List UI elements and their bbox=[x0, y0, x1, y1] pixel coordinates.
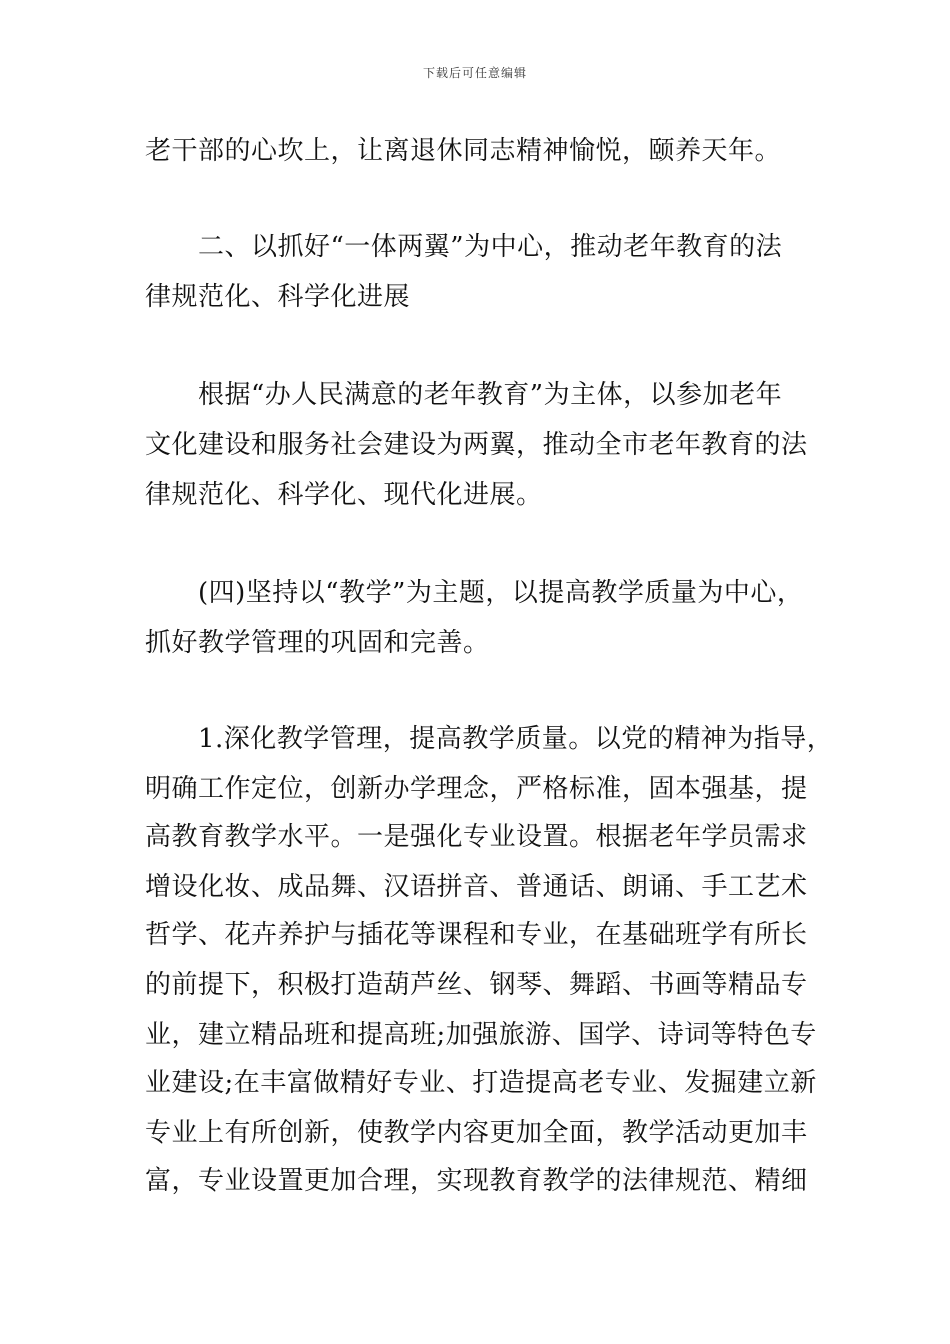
paragraph-5-line-1: 1.深化教学管理，提高教学质量。以党的精神为指导， bbox=[145, 724, 834, 754]
paragraph-4-line-1: (四)坚持以“教学”为主题，以提高教学质量为中心， bbox=[145, 578, 804, 608]
paragraph-4-line-2: 抓好教学管理的巩固和完善。 bbox=[145, 628, 490, 658]
paragraph-5-line-2: 明确工作定位，创新办学理念，严格标准，固本强基，提 bbox=[145, 774, 808, 804]
page-header: 下载后可任意编辑 bbox=[422, 66, 527, 80]
paragraph-5-line-8: 业建设;在丰富做精好专业、打造提高老专业、发掘建立新 bbox=[145, 1068, 817, 1098]
paragraph-5-line-5: 哲学、花卉养护与插花等课程和专业，在基础班学有所长 bbox=[145, 920, 808, 950]
paragraph-1-line-1: 老干部的心坎上，让离退休同志精神愉悦，颐养天年。 bbox=[145, 136, 782, 166]
paragraph-3-line-3: 律规范化、科学化、现代化进展。 bbox=[145, 480, 543, 510]
paragraph-2-line-1: 二、以抓好“一体两翼”为中心，推动老年教育的法 bbox=[145, 232, 783, 262]
paragraph-5-line-4: 增设化妆、成品舞、汉语拼音、普通话、朗诵、手工艺术 bbox=[145, 872, 808, 902]
paragraph-5-line-10: 富，专业设置更加合理，实现教育教学的法律规范、精细 bbox=[145, 1166, 808, 1196]
paragraph-2-line-2: 律规范化、科学化进展 bbox=[145, 282, 411, 312]
paragraph-5-line-6: 的前提下，积极打造葫芦丝、钢琴、舞蹈、书画等精品专 bbox=[145, 970, 808, 1000]
paragraph-5-line-3: 高教育教学水平。一是强化专业设置。根据老年学员需求 bbox=[145, 822, 808, 852]
paragraph-5-line-9: 专业上有所创新，使教学内容更加全面，教学活动更加丰 bbox=[145, 1118, 808, 1148]
paragraph-5-line-7: 业，建立精品班和提高班;加强旅游、国学、诗词等特色专 bbox=[145, 1020, 817, 1050]
paragraph-3-line-2: 文化建设和服务社会建设为两翼，推动全市老年教育的法 bbox=[145, 430, 808, 460]
paragraph-3-line-1: 根据“办人民满意的老年教育”为主体，以参加老年 bbox=[145, 380, 783, 410]
